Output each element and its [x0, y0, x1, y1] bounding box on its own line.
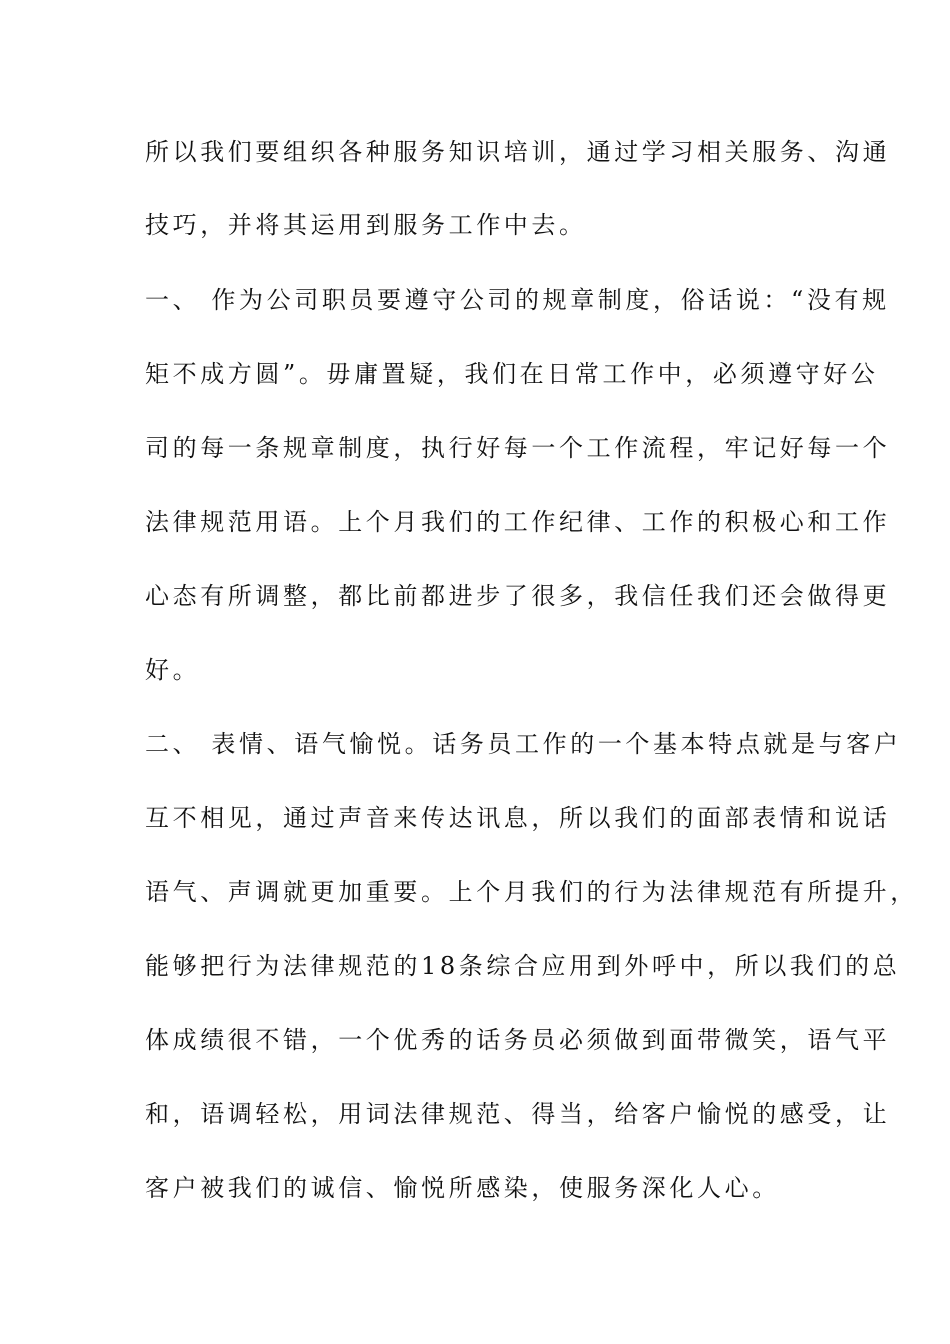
text-line: 法律规范用语。上个月我们的工作纪律、工作的积极心和工作	[145, 508, 891, 536]
text-line: 司的每一条规章制度，执行好每一个工作流程，牢记好每一个	[145, 434, 891, 462]
text-line: 二、 表情、语气愉悦。话务员工作的一个基本特点就是与客户	[145, 730, 902, 758]
text-line: 好。	[145, 656, 201, 684]
text-line: 体成绩很不错，一个优秀的话务员必须做到面带微笑，语气平	[145, 1026, 891, 1054]
text-line: 技巧，并将其运用到服务工作中去。	[145, 211, 587, 239]
text-line: 互不相见，通过声音来传达讯息，所以我们的面部表情和说话	[145, 804, 891, 832]
text-line: 矩不成方圆”。毋庸置疑，我们在日常工作中，必须遵守好公	[145, 360, 879, 388]
text-line: 语气、声调就更加重要。上个月我们的行为法律规范有所提升，	[145, 878, 918, 906]
text-line: 一、 作为公司职员要遵守公司的规章制度，俗话说：“没有规	[145, 286, 890, 314]
text-line: 客户被我们的诚信、愉悦所感染，使服务深化人心。	[145, 1174, 780, 1202]
text-line: 能够把行为法律规范的18条综合应用到外呼中，所以我们的总	[145, 952, 901, 980]
text-line: 所以我们要组织各种服务知识培训，通过学习相关服务、沟通	[145, 138, 891, 166]
text-line: 和，语调轻松，用词法律规范、得当，给客户愉悦的感受，让	[145, 1100, 891, 1128]
text-line: 心态有所调整，都比前都进步了很多，我信任我们还会做得更	[145, 582, 891, 610]
